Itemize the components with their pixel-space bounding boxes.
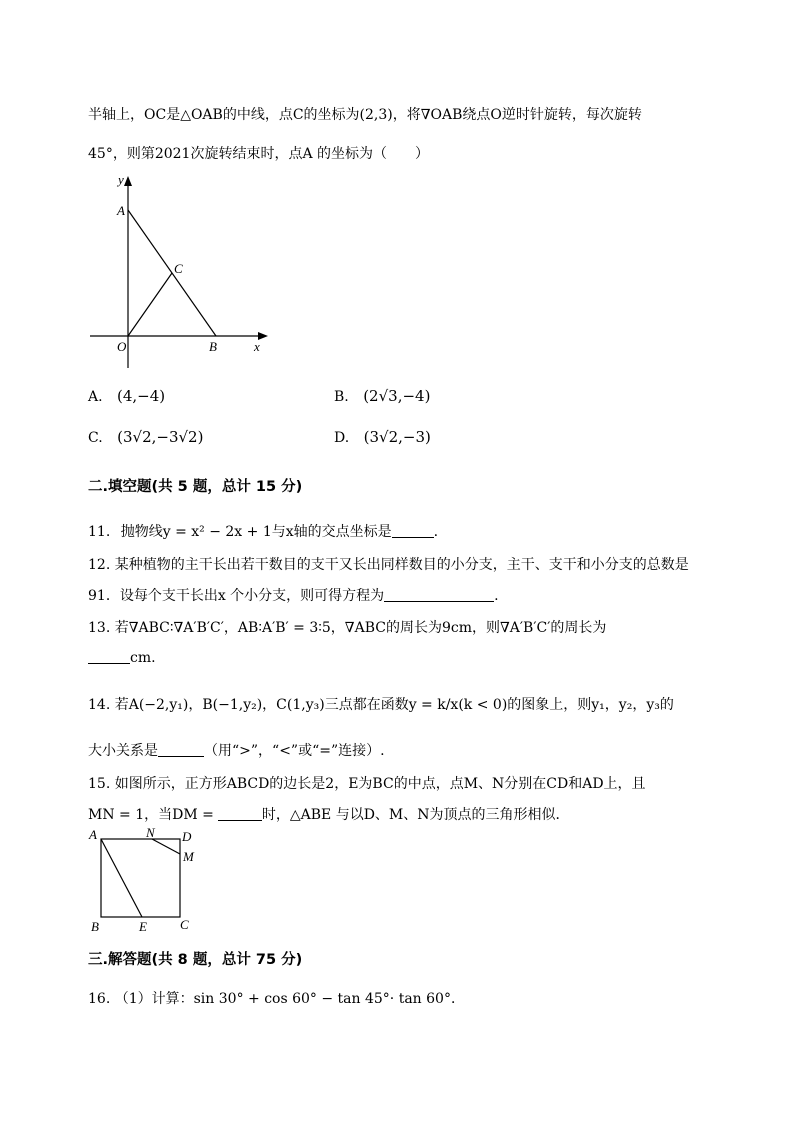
- q14-line2b: （用“>”，“<”或“=”连接）.: [204, 743, 385, 759]
- q14-line1: 14. 若A(−2,y₁)，B(−1,y₂)，C(1,y₃)三点都在函数y = k/x(k < 0)的图象上，则y₁，y₂，y₃的: [88, 697, 674, 713]
- q11-tail: .: [433, 524, 439, 540]
- q12-line2-text: 91．设每个支干长出x 个小分支，则可得方程为: [88, 588, 385, 604]
- label-O: O: [117, 339, 127, 354]
- q12-line2: [88, 585, 499, 605]
- q15-square-figure: [86, 826, 206, 936]
- q13-answer-blank[interactable]: [88, 649, 130, 664]
- q10-line1: 半轴上，OC是△OAB的中线，点C的坐标为(2,3)，将∇OAB绕点O逆时针旋转，每次旋转: [88, 107, 642, 123]
- q15-line2: [88, 804, 570, 824]
- q13-line1: 13. 若∇ABC∶∇A′B′C′，AB∶A′B′ = 3∶5，∇ABC的周长为9cm，则∇A′B′C′的周长为: [88, 620, 607, 636]
- q14-line2a: 大小关系是: [88, 743, 158, 759]
- q15-line2b: 时，△ABE 与以D、M、N为顶点的三角形相似．: [261, 807, 570, 823]
- option-d: [334, 428, 431, 446]
- label-B: B: [209, 339, 217, 354]
- q12-answer-blank[interactable]: [384, 587, 494, 602]
- q15-line2a: MN = 1，当DM =: [88, 807, 214, 823]
- option-b: [334, 387, 430, 405]
- q11-text: 抛物线y = x² − 2x + 1与x轴的交点坐标是: [120, 524, 392, 540]
- q12-tail: .: [494, 588, 499, 604]
- label-D: D: [182, 829, 192, 844]
- q15-answer-blank[interactable]: [218, 806, 262, 821]
- option-a: [88, 387, 165, 405]
- label-A: A: [117, 203, 125, 218]
- label-A: A: [89, 827, 97, 842]
- q13-tail: cm.: [130, 650, 156, 666]
- q16-line1: 16. （1）计算：sin 30° + cos 60° − tan 45°· tan 60°．: [88, 991, 465, 1007]
- option-c-letter: C.: [88, 430, 103, 446]
- q10-line2: 45°，则第2021次旋转结束时，点A 的坐标为（ ）: [88, 146, 430, 162]
- label-C: C: [174, 261, 183, 276]
- option-d-letter: D.: [334, 430, 350, 446]
- section-2-heading: 二.填空题(共 5 题，总计 15 分): [88, 479, 303, 495]
- option-a-letter: A.: [88, 389, 103, 405]
- option-b-value: (2√3,−4): [363, 387, 431, 405]
- q15-line1: 15. 如图所示，正方形ABCD的边长是2，E为BC的中点，点M、N分别在CD和AD上，且: [88, 776, 646, 792]
- q11-number: 11.: [88, 524, 111, 540]
- option-d-value: (3√2,−3): [363, 428, 431, 446]
- option-b-letter: B.: [334, 389, 349, 405]
- label-C: C: [180, 917, 189, 932]
- label-M: M: [183, 849, 194, 864]
- option-c-value: (3√2,−3√2): [117, 428, 204, 446]
- q10-coordinate-figure: [88, 170, 278, 370]
- label-y: y: [118, 172, 124, 187]
- label-E: E: [139, 919, 147, 934]
- q13-line2: [88, 649, 156, 666]
- label-B: B: [91, 919, 99, 934]
- option-c: [88, 428, 203, 446]
- label-x: x: [254, 339, 260, 354]
- q14-line2: [88, 740, 385, 760]
- q12-line1: 12. 某种植物的主干长出若干数目的支干又长出同样数目的小分支，主干、支干和小分支的总数是: [88, 557, 689, 573]
- option-a-value: (4,−4): [117, 387, 166, 405]
- label-N: N: [146, 826, 155, 840]
- q11: [88, 521, 438, 541]
- q11-answer-blank[interactable]: [392, 523, 434, 538]
- q14-answer-blank[interactable]: [158, 742, 204, 757]
- section-3-heading: 三.解答题(共 8 题，总计 75 分): [88, 952, 303, 968]
